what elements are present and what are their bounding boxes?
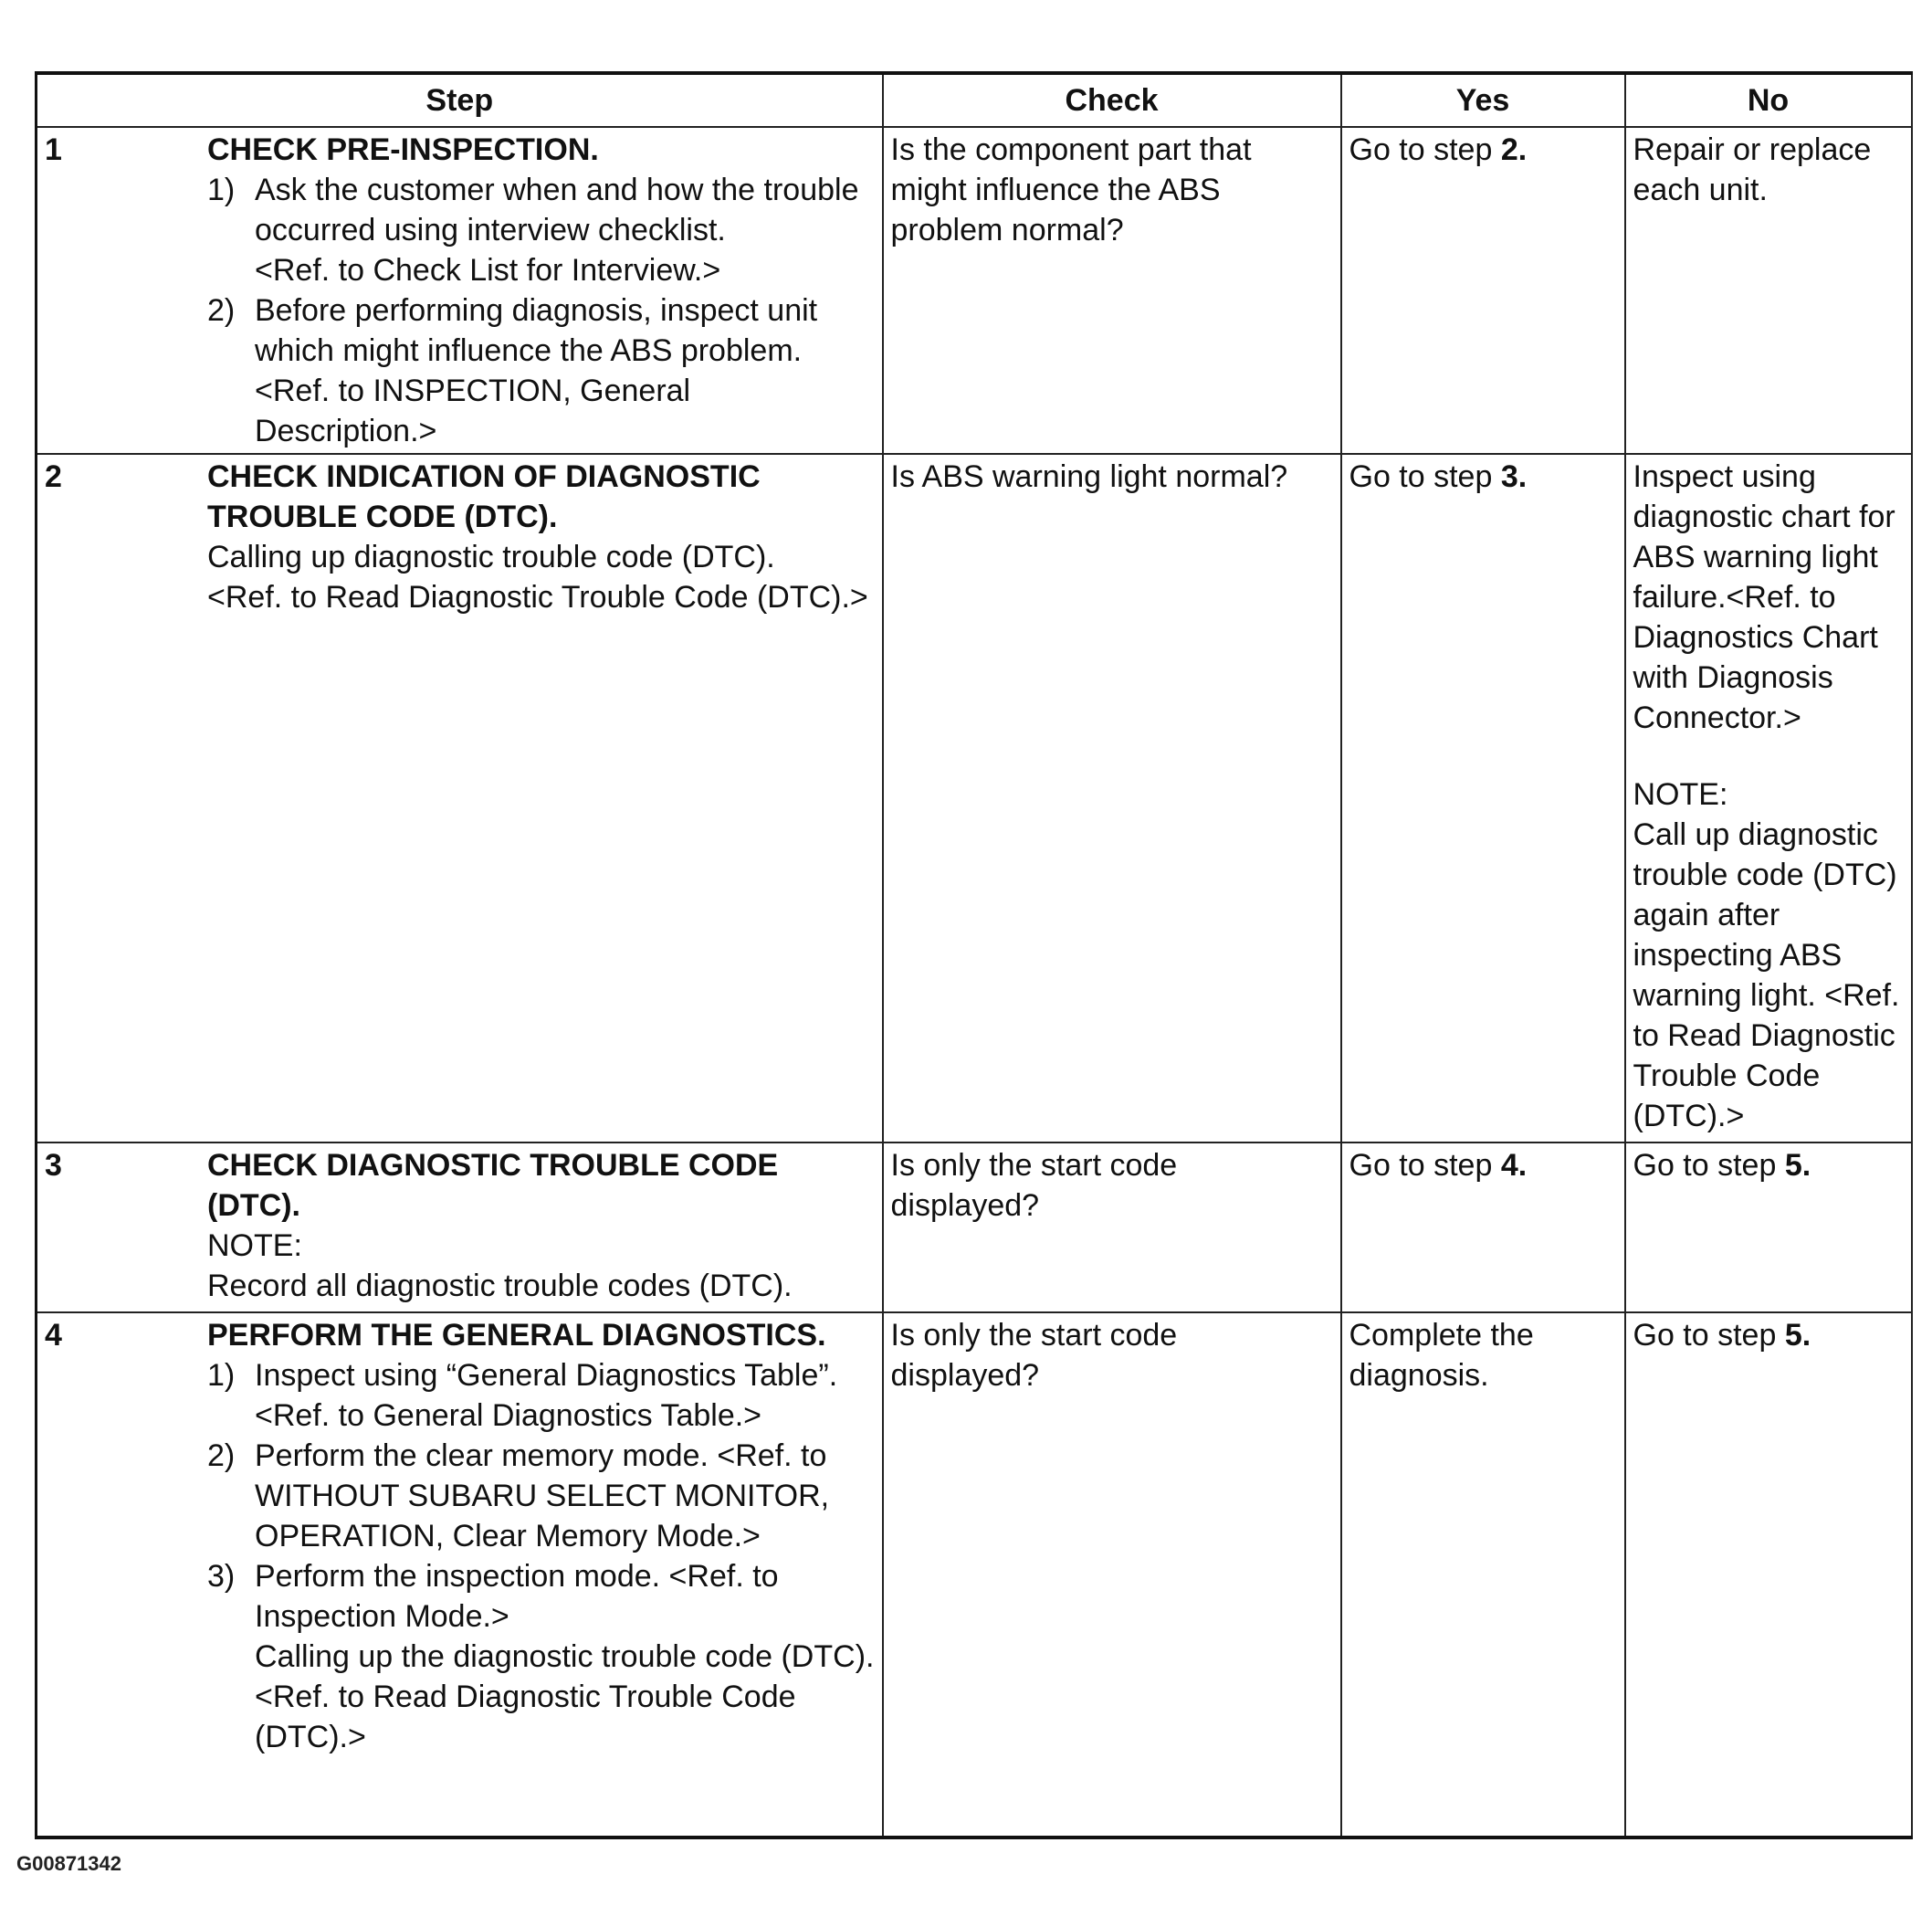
yes-prefix: Go to step bbox=[1349, 459, 1501, 494]
yes-cell bbox=[1341, 127, 1625, 454]
step-title: CHECK DIAGNOSTIC TROUBLE CODE (DTC). bbox=[207, 1148, 779, 1223]
figure-code: G00871342 bbox=[16, 1852, 121, 1875]
list-item bbox=[207, 290, 875, 451]
note-text: Record all diagnostic trouble codes (DTC). bbox=[207, 1269, 793, 1303]
table-row bbox=[37, 1312, 1912, 1837]
step-number: 4 bbox=[45, 1318, 62, 1353]
item-ref: Calling up the diagnostic trouble code (DTC). <Ref. to Read Diagnostic Trouble Code (DTC).> bbox=[255, 1639, 875, 1754]
no-cell bbox=[1625, 1312, 1912, 1837]
yes-prefix: Go to step bbox=[1349, 132, 1501, 167]
item-ref: <Ref. to Check List for Interview.> bbox=[255, 253, 721, 288]
check-cell: Is the component part that might influence the ABS problem normal? bbox=[883, 127, 1341, 454]
item-number: 2) bbox=[207, 293, 236, 328]
item-ref: <Ref. to General Diagnostics Table.> bbox=[255, 1398, 762, 1433]
step-text: Calling up diagnostic trouble code (DTC). bbox=[207, 540, 775, 574]
header-no: No bbox=[1625, 73, 1912, 127]
item-ref: <Ref. to INSPECTION, General Description.> bbox=[255, 374, 691, 448]
yes-prefix: Go to step bbox=[1349, 1148, 1501, 1183]
yes-step: 3. bbox=[1500, 459, 1528, 494]
item-text: Perform the inspection mode. <Ref. to Inspection Mode.> bbox=[255, 1559, 779, 1634]
no-cell: Repair or replace each unit. bbox=[1625, 127, 1912, 454]
no-text: Inspect using diagnostic chart for ABS warning light failure.<Ref. to Diagnostics Chart with Diagnosis Connector.> bbox=[1633, 459, 1895, 735]
list-item bbox=[207, 1556, 875, 1757]
step-title: CHECK INDICATION OF DIAGNOSTIC TROUBLE CODE (DTC). bbox=[207, 459, 761, 534]
list-item bbox=[207, 1355, 875, 1436]
no-prefix: Go to step bbox=[1633, 1148, 1785, 1183]
no-step: 5. bbox=[1784, 1318, 1811, 1353]
diagnostic-table bbox=[35, 71, 1913, 1839]
no-cell bbox=[1625, 1143, 1912, 1312]
header-check: Check bbox=[883, 73, 1341, 127]
header-row bbox=[37, 73, 1912, 127]
item-text: Ask the customer when and how the trouble occurred using interview checklist. bbox=[255, 173, 859, 247]
item-number: 2) bbox=[207, 1438, 236, 1473]
table-row bbox=[37, 127, 1912, 454]
no-prefix: Go to step bbox=[1633, 1318, 1785, 1353]
yes-cell bbox=[1341, 1143, 1625, 1312]
yes-step: 4. bbox=[1500, 1148, 1528, 1183]
item-text: Perform the clear memory mode. <Ref. to WITHOUT SUBARU SELECT MONITOR, OPERATION, Clear Memory Mode.> bbox=[255, 1438, 830, 1553]
item-number: 3) bbox=[207, 1559, 236, 1594]
yes-step: 2. bbox=[1500, 132, 1528, 167]
no-cell bbox=[1625, 454, 1912, 1143]
header-step: Step bbox=[37, 73, 883, 127]
yes-cell bbox=[1341, 454, 1625, 1143]
step-ref: <Ref. to Read Diagnostic Trouble Code (DTC).> bbox=[207, 580, 868, 615]
item-number: 1) bbox=[207, 1358, 236, 1393]
header-yes: Yes bbox=[1341, 73, 1625, 127]
note-label: NOTE: bbox=[207, 1228, 302, 1263]
item-text: Inspect using “General Diagnostics Table”. bbox=[255, 1358, 838, 1393]
item-text: Before performing diagnosis, inspect unit which might influence the ABS problem. bbox=[255, 293, 818, 368]
check-cell: Is only the start code displayed? bbox=[883, 1312, 1341, 1837]
step-cell bbox=[37, 1312, 883, 1837]
table-row bbox=[37, 454, 1912, 1143]
item-number: 1) bbox=[207, 173, 236, 207]
step-number: 2 bbox=[45, 459, 62, 494]
no-step: 5. bbox=[1784, 1148, 1811, 1183]
list-item bbox=[207, 1436, 875, 1556]
step-cell bbox=[37, 127, 883, 454]
step-cell bbox=[37, 1143, 883, 1312]
step-title: PERFORM THE GENERAL DIAGNOSTICS. bbox=[207, 1318, 826, 1353]
step-cell bbox=[37, 454, 883, 1143]
step-title: CHECK PRE-INSPECTION. bbox=[207, 132, 599, 167]
no-note-label: NOTE: bbox=[1633, 777, 1728, 812]
step-number: 1 bbox=[45, 132, 62, 167]
check-cell: Is ABS warning light normal? bbox=[883, 454, 1341, 1143]
yes-cell: Complete the diagnosis. bbox=[1341, 1312, 1625, 1837]
step-number: 3 bbox=[45, 1148, 62, 1183]
table-row bbox=[37, 1143, 1912, 1312]
no-note: Call up diagnostic trouble code (DTC) again after inspecting ABS warning light. <Ref. to Read Diagnostic Trouble Code (DTC).> bbox=[1633, 817, 1900, 1133]
check-cell: Is only the start code displayed? bbox=[883, 1143, 1341, 1312]
list-item bbox=[207, 170, 875, 290]
